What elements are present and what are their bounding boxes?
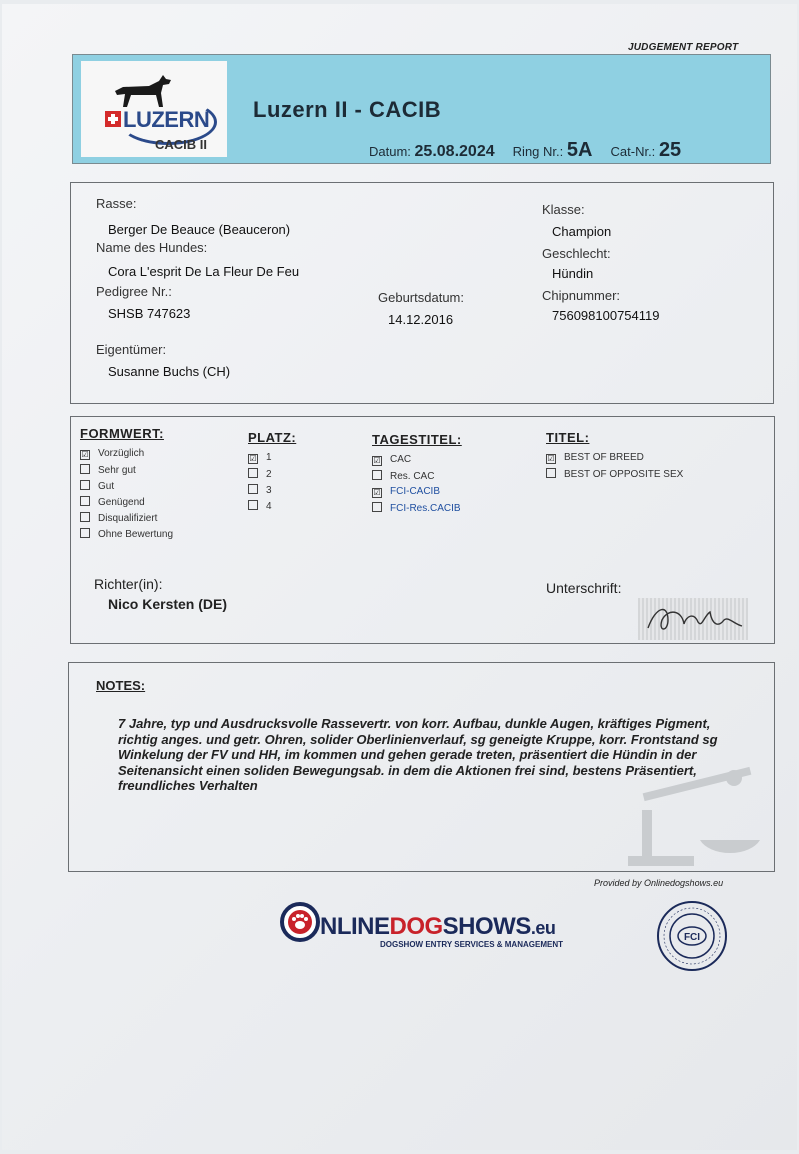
- paw-icon: [280, 902, 320, 942]
- notes-text: 7 Jahre, typ und Ausdrucksvolle Rassevertr. von korr. Aufbau, dunkle Augen, kräftiges Pigment, richtig anges. und getr. Ohren, solider Oberlinienverlauf, sg geneigte Kruppe, korr. Frontstand sg Winkelung der FV und HH, im kommen und gehen gerade treten, präsentiert die Hündin in der Seitenansicht einen soliden Bewegungsab. in dem die Aktionen frei sind, bestens Präsentiert, freundliches Verhalten: [118, 716, 718, 793]
- formwert-option[interactable]: Ohne Bewertung: [80, 528, 173, 544]
- tagestitel-heading: TAGESTITEL:: [372, 432, 462, 447]
- cat-label: Cat-Nr.:: [610, 144, 656, 159]
- logo-cacib-text: CACIB II: [155, 137, 207, 152]
- odg-eu: .eu: [530, 918, 556, 938]
- checkbox[interactable]: [80, 480, 90, 490]
- checkbox[interactable]: ☑: [373, 456, 381, 465]
- titel-option[interactable]: BEST OF OPPOSITE SEX: [546, 468, 683, 484]
- formwert-heading: FORMWERT:: [80, 426, 164, 441]
- checkbox[interactable]: [372, 502, 382, 512]
- ring-value: 5A: [566, 139, 593, 161]
- tagestitel-option[interactable]: Res. CAC: [372, 470, 444, 486]
- show-title: Luzern II - CACIB: [253, 97, 442, 122]
- checkbox[interactable]: [248, 500, 258, 510]
- titel-options: [546, 452, 683, 484]
- platz-heading: PLATZ:: [248, 430, 297, 445]
- name-label: Name des Hundes:: [96, 240, 208, 255]
- checkbox[interactable]: [546, 468, 556, 478]
- formwert-option[interactable]: ☑ Vorzüglich: [81, 448, 145, 459]
- logo-luzern-text: LUZERN: [123, 107, 210, 132]
- tagestitel-option[interactable]: ☑ FCI-CACIB: [373, 486, 440, 497]
- rasse-value: Berger De Beauce (Beauceron): [108, 222, 291, 237]
- klasse-label: Klasse:: [542, 202, 585, 217]
- datum-value: 25.08.2024: [414, 143, 495, 160]
- checkbox[interactable]: [372, 470, 382, 480]
- checkbox[interactable]: ☑: [249, 454, 257, 463]
- odg-nline: NLINE: [320, 913, 390, 940]
- chip-value: 756098100754119: [552, 308, 660, 323]
- formwert-option[interactable]: Disqualifiziert: [80, 512, 173, 528]
- checkbox[interactable]: [80, 528, 90, 538]
- odg-shows: SHOWS: [442, 913, 531, 940]
- signature-icon: [638, 598, 748, 640]
- checkbox[interactable]: ☑: [547, 454, 555, 463]
- tagestitel-option[interactable]: FCI-Res.CACIB: [372, 502, 444, 518]
- formwert-option[interactable]: Sehr gut: [80, 464, 173, 480]
- odg-dog: DOG: [389, 913, 443, 940]
- report-title: JUDGEMENT REPORT: [628, 42, 739, 53]
- platz-option[interactable]: 4: [248, 500, 272, 516]
- ring-label: Ring Nr.:: [512, 144, 564, 159]
- formwert-option[interactable]: Gut: [80, 480, 173, 496]
- unterschrift-label: Unterschrift:: [546, 580, 622, 596]
- onlinedogshows-logo: [280, 902, 563, 949]
- luzern-cacib-logo: [81, 61, 227, 157]
- tagestitel-option[interactable]: ☑ CAC: [373, 454, 412, 465]
- signature-image: [638, 598, 748, 640]
- eigentuemer-value: Susanne Buchs (CH): [108, 364, 231, 379]
- richter-label: Richter(in):: [94, 576, 163, 592]
- titel-option[interactable]: ☑ BEST OF BREED: [547, 452, 644, 463]
- fci-seal-icon: [656, 900, 728, 972]
- checkbox[interactable]: [248, 468, 258, 478]
- platz-option[interactable]: ☑ 1: [249, 452, 272, 463]
- geburt-value: 14.12.2016: [388, 312, 454, 327]
- odg-tagline: DOGSHOW ENTRY SERVICES & MANAGEMENT: [380, 940, 563, 949]
- fci-seal: [656, 900, 728, 972]
- judgement-report-sheet: [2, 4, 797, 1150]
- checkbox[interactable]: ☑: [373, 488, 381, 497]
- geburt-label: Geburtsdatum:: [378, 290, 464, 305]
- checkbox[interactable]: [248, 484, 258, 494]
- name-value: Cora L'esprit De La Fleur De Feu: [108, 264, 300, 279]
- geschlecht-value: Hündin: [552, 266, 594, 281]
- platz-option[interactable]: 2: [248, 468, 272, 484]
- richter-value: Nico Kersten (DE): [108, 596, 228, 612]
- formwert-option[interactable]: Genügend: [80, 496, 173, 512]
- tagestitel-options: [372, 454, 461, 518]
- provided-by: Provided by Onlinedogshows.eu: [594, 878, 724, 888]
- pedigree-value: SHSB 747623: [108, 306, 191, 321]
- rasse-label: Rasse:: [96, 196, 137, 211]
- notes-heading: NOTES:: [96, 678, 146, 693]
- platz-options: [248, 452, 272, 516]
- show-header: [72, 54, 771, 164]
- eigentuemer-label: Eigentümer:: [96, 342, 167, 357]
- platz-option[interactable]: 3: [248, 484, 272, 500]
- checkbox[interactable]: [80, 512, 90, 522]
- cat-value: 25: [658, 139, 682, 161]
- fci-seal-text: FCI: [683, 932, 701, 943]
- datum-label: Datum:: [369, 144, 411, 159]
- checkbox[interactable]: ☑: [81, 450, 89, 459]
- titel-heading: TITEL:: [546, 430, 590, 445]
- checkbox[interactable]: [80, 496, 90, 506]
- formwert-options: [80, 448, 173, 544]
- show-meta: [369, 139, 681, 162]
- checkbox[interactable]: [80, 464, 90, 474]
- pedigree-label: Pedigree Nr.:: [96, 284, 172, 299]
- chip-label: Chipnummer:: [542, 288, 621, 303]
- klasse-value: Champion: [552, 224, 612, 239]
- geschlecht-label: Geschlecht:: [542, 246, 611, 261]
